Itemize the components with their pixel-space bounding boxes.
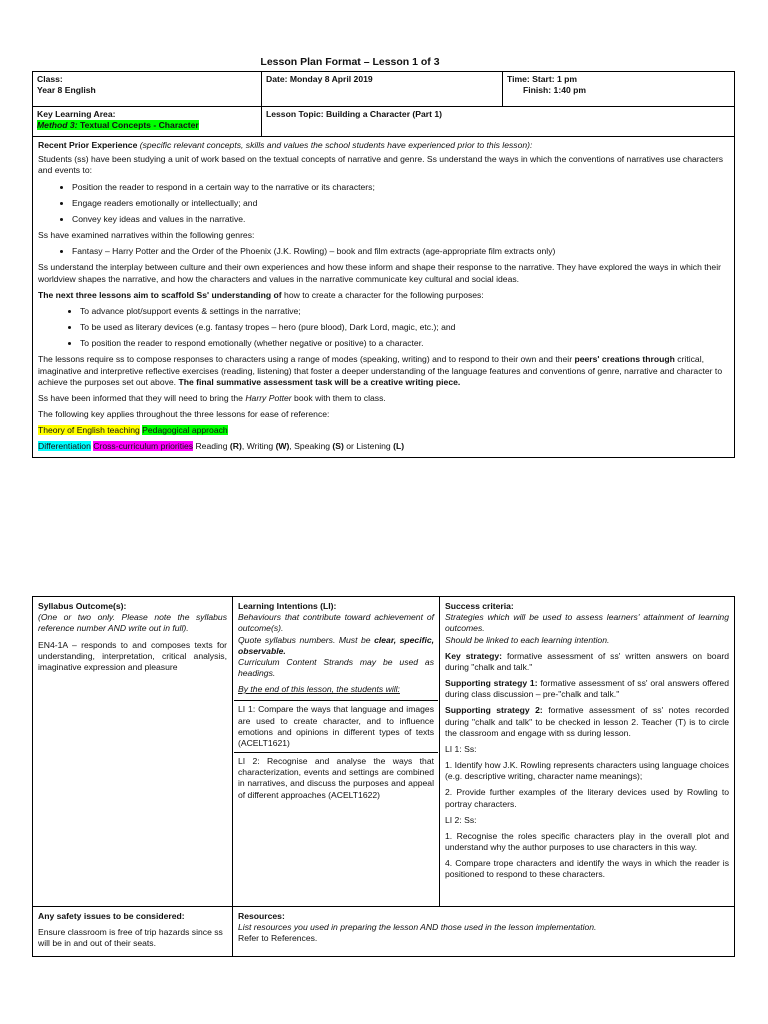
class-label: Class: xyxy=(37,74,63,84)
time-start: Time: Start: 1 pm xyxy=(507,74,578,84)
key-listening: or Listening xyxy=(343,441,394,452)
time-finish: Finish: 1:40 pm xyxy=(523,85,587,96)
intentions-note-3: Curriculum Content Strands may be used as headings. xyxy=(238,656,434,679)
key-intro: The following key applies throughout the three lessons for ease of reference: xyxy=(38,409,330,420)
aim-line xyxy=(38,290,729,301)
kla-cell xyxy=(33,107,262,137)
key-speaking: , Speaking xyxy=(289,441,333,452)
date-cell xyxy=(262,72,503,107)
key-l: (L) xyxy=(393,441,405,452)
li-1: LI 1: Compare the ways that language and images are used to create character, and to influence emotions and opinions in different types of texts (ACELT1621) xyxy=(234,700,438,749)
key-s: (S) xyxy=(332,441,344,452)
genres-list xyxy=(38,246,729,257)
list-item: • Fantasy – Harry Potter and the Order of the Phoenix (J.K. Rowling) – book and film extracts (age-appropriate film extracts only) xyxy=(72,246,729,257)
lesson-header-table xyxy=(32,71,735,458)
safety-heading: Any safety issues to be considered: xyxy=(38,911,185,921)
genres-intro: Ss have examined narratives within the following genres: xyxy=(38,230,255,241)
page-title: Lesson Plan Format – Lesson 1 of 3 xyxy=(260,56,440,68)
resources-heading: Resources: xyxy=(238,911,285,921)
safety-cell xyxy=(33,907,233,957)
intentions-note-2: Quote syllabus numbers. Must be clear, specific, observable. xyxy=(238,634,434,656)
success-note-1: Strategies which will be used to assess learners' attainment of learning outcomes. xyxy=(445,612,729,634)
intentions-cell xyxy=(233,597,440,907)
supporting-strategy-2: Supporting strategy 2: formative assessment of ss' notes recorded during "chalk and talk" to be checked in lesson 2. Teacher (T) is to circle the classroom and engage with ss during lesson. xyxy=(445,705,729,738)
outcome-code: EN4-1A xyxy=(38,639,68,650)
outcomes-note: (One or two only. Please note the syllabus reference number AND write out in full). xyxy=(38,612,227,634)
list-item: • Engage readers emotionally or intellectually; and xyxy=(72,198,729,209)
li2-label: LI 2: Ss: xyxy=(445,814,477,825)
class-cell xyxy=(33,72,262,107)
prior-heading-line xyxy=(38,140,729,151)
by-end-line: By the end of this lesson, the students will: xyxy=(238,684,400,695)
time-cell xyxy=(503,72,735,107)
list-item: 1. Recognise the roles specific characters play in the overall plot and understand why the author purposes to use characters in this way. xyxy=(445,830,729,853)
list-item: • Convey key ideas and values in the narrative. xyxy=(72,214,729,225)
interplay-text: Ss understand the interplay between culture and their own experiences and how these inform and shape their response to the narrative. They have explored the ways in which their worldview shapes the narrative, and how the characters and values in the narrative communicate key cultural and social ideas. xyxy=(38,262,721,284)
aim-rest: how to create a character for the following purposes: xyxy=(281,289,484,300)
key-writing: , Writing xyxy=(241,441,276,452)
list-item: 1. Identify how J.K. Rowling represents characters using language choices (e.g. descriptive writing, character name meanings); xyxy=(445,760,729,782)
success-note-2: Should be linked to each learning intention. xyxy=(445,634,610,645)
outcome-text: – responds to and composes texts for understanding, interpretation, critical analysis, imaginative expression and pleasure xyxy=(38,639,227,672)
supporting-strategy-1: Supporting strategy 1: formative assessment of ss' oral answers offered during class discussion – pre-"chalk and talk." xyxy=(445,678,729,700)
topic-cell xyxy=(262,107,735,137)
li1-label: LI 1: Ss: xyxy=(445,743,477,754)
informed-line xyxy=(38,393,729,404)
key-reading: Reading xyxy=(193,441,230,452)
informed-text-a: Ss have been informed that they will need to bring the xyxy=(38,392,246,403)
kla-value-line xyxy=(37,120,257,131)
lessons-text-a: The lessons require ss to compose responses to characters using a range of modes (speaking, writing) and to respond to their own and their xyxy=(38,354,575,365)
key-differentiation: Differentiation xyxy=(38,441,91,452)
intentions-note-1: Behaviours that contribute toward achievement of outcome(s). xyxy=(238,612,434,634)
intentions-heading: Learning Intentions (LI): xyxy=(238,601,337,611)
lessons-bold-b: The final summative assessment task will be a creative writing piece. xyxy=(178,376,461,387)
purposes-list xyxy=(38,182,729,226)
lesson-topic: Lesson Topic: Building a Character (Part 1) xyxy=(266,109,443,119)
kla-value: Textual Concepts - Character xyxy=(77,120,199,131)
li-2: LI 2: Recognise and analyse the ways that characterization, events and settings are combined in narratives, and discuss the purposes and appeal of different approaches (ACELT1622) xyxy=(234,752,438,801)
list-item: • To advance plot/support events & settings in the narrative; xyxy=(80,306,729,317)
key-w: (W) xyxy=(275,441,290,452)
class-value: Year 8 English xyxy=(37,85,96,96)
aims-list xyxy=(38,306,729,350)
key-strategy: Key strategy: formative assessment of ss' written answers on board during "chalk and talk." xyxy=(445,650,730,672)
kla-label: Key Learning Area: xyxy=(37,109,116,119)
list-item: • To position the reader to respond emotionally (whether negative or positive) to a character. xyxy=(80,338,729,349)
outcome-en4 xyxy=(38,640,227,674)
resources-text: Refer to References. xyxy=(238,933,318,944)
aim-bold: The next three lessons aim to scaffold Ss' understanding of xyxy=(38,289,282,300)
prior-heading: Recent Prior Experience xyxy=(38,140,138,150)
lessons-text-b: critical, imaginative and interpretive reflective exercises (reading, listening) that foster a deeper understanding of the language features and conventions of genre, narrative and character to achieve the purposes set out above. xyxy=(38,354,723,387)
success-heading: Success criteria: xyxy=(445,601,514,611)
key-line-1 xyxy=(38,425,729,436)
resources-note: List resources you used in preparing the lesson AND those used in the lesson implementation. xyxy=(238,922,597,933)
list-item: • To be used as literary devices (e.g. fantasy tropes – hero (pure blood), Dark Lord, magic, etc.); and xyxy=(80,322,729,333)
kla-method: Method 3: xyxy=(37,120,78,131)
key-line-2 xyxy=(38,441,729,452)
lessons-paragraph xyxy=(38,354,729,388)
lesson-detail-table xyxy=(32,596,735,957)
outcomes-heading: Syllabus Outcome(s): xyxy=(38,601,127,611)
outcomes-cell xyxy=(33,597,233,907)
resources-cell xyxy=(233,907,735,957)
key-r: (R) xyxy=(229,441,242,452)
list-item: 4. Compare trope characters and identify the ways in which the reader is positioned to respond to these characters. xyxy=(445,858,729,880)
lessons-bold-a: peers' creations through xyxy=(574,354,675,365)
list-item: • Position the reader to respond in a certain way to the narrative or its characters; xyxy=(72,182,729,193)
prior-heading-note: (specific relevant concepts, skills and values the school students have experienced prior to this lesson): xyxy=(137,140,533,150)
list-item: 2. Provide further examples of the literary devices used by Rowling to portray characters. xyxy=(445,787,729,809)
key-cross-curriculum: Cross-curriculum priorities xyxy=(93,441,194,452)
prior-experience-cell xyxy=(33,137,735,458)
key-theory: Theory of English teaching xyxy=(38,425,140,436)
prior-intro: Students (ss) have been studying a unit of work based on the textual concepts of narrative and genre. Ss understand the ways in which the conventions of narratives use characters and events to: xyxy=(38,154,724,176)
informed-book: Harry Potter xyxy=(245,392,292,403)
informed-text-b: book with them to class. xyxy=(291,392,386,403)
key-pedagogy: Pedagogical approach xyxy=(142,425,228,436)
safety-text: Ensure classroom is free of trip hazards since ss will be in and out of their seats. xyxy=(38,927,223,949)
date-text: Date: Monday 8 April 2019 xyxy=(266,74,373,84)
success-cell xyxy=(440,597,735,907)
